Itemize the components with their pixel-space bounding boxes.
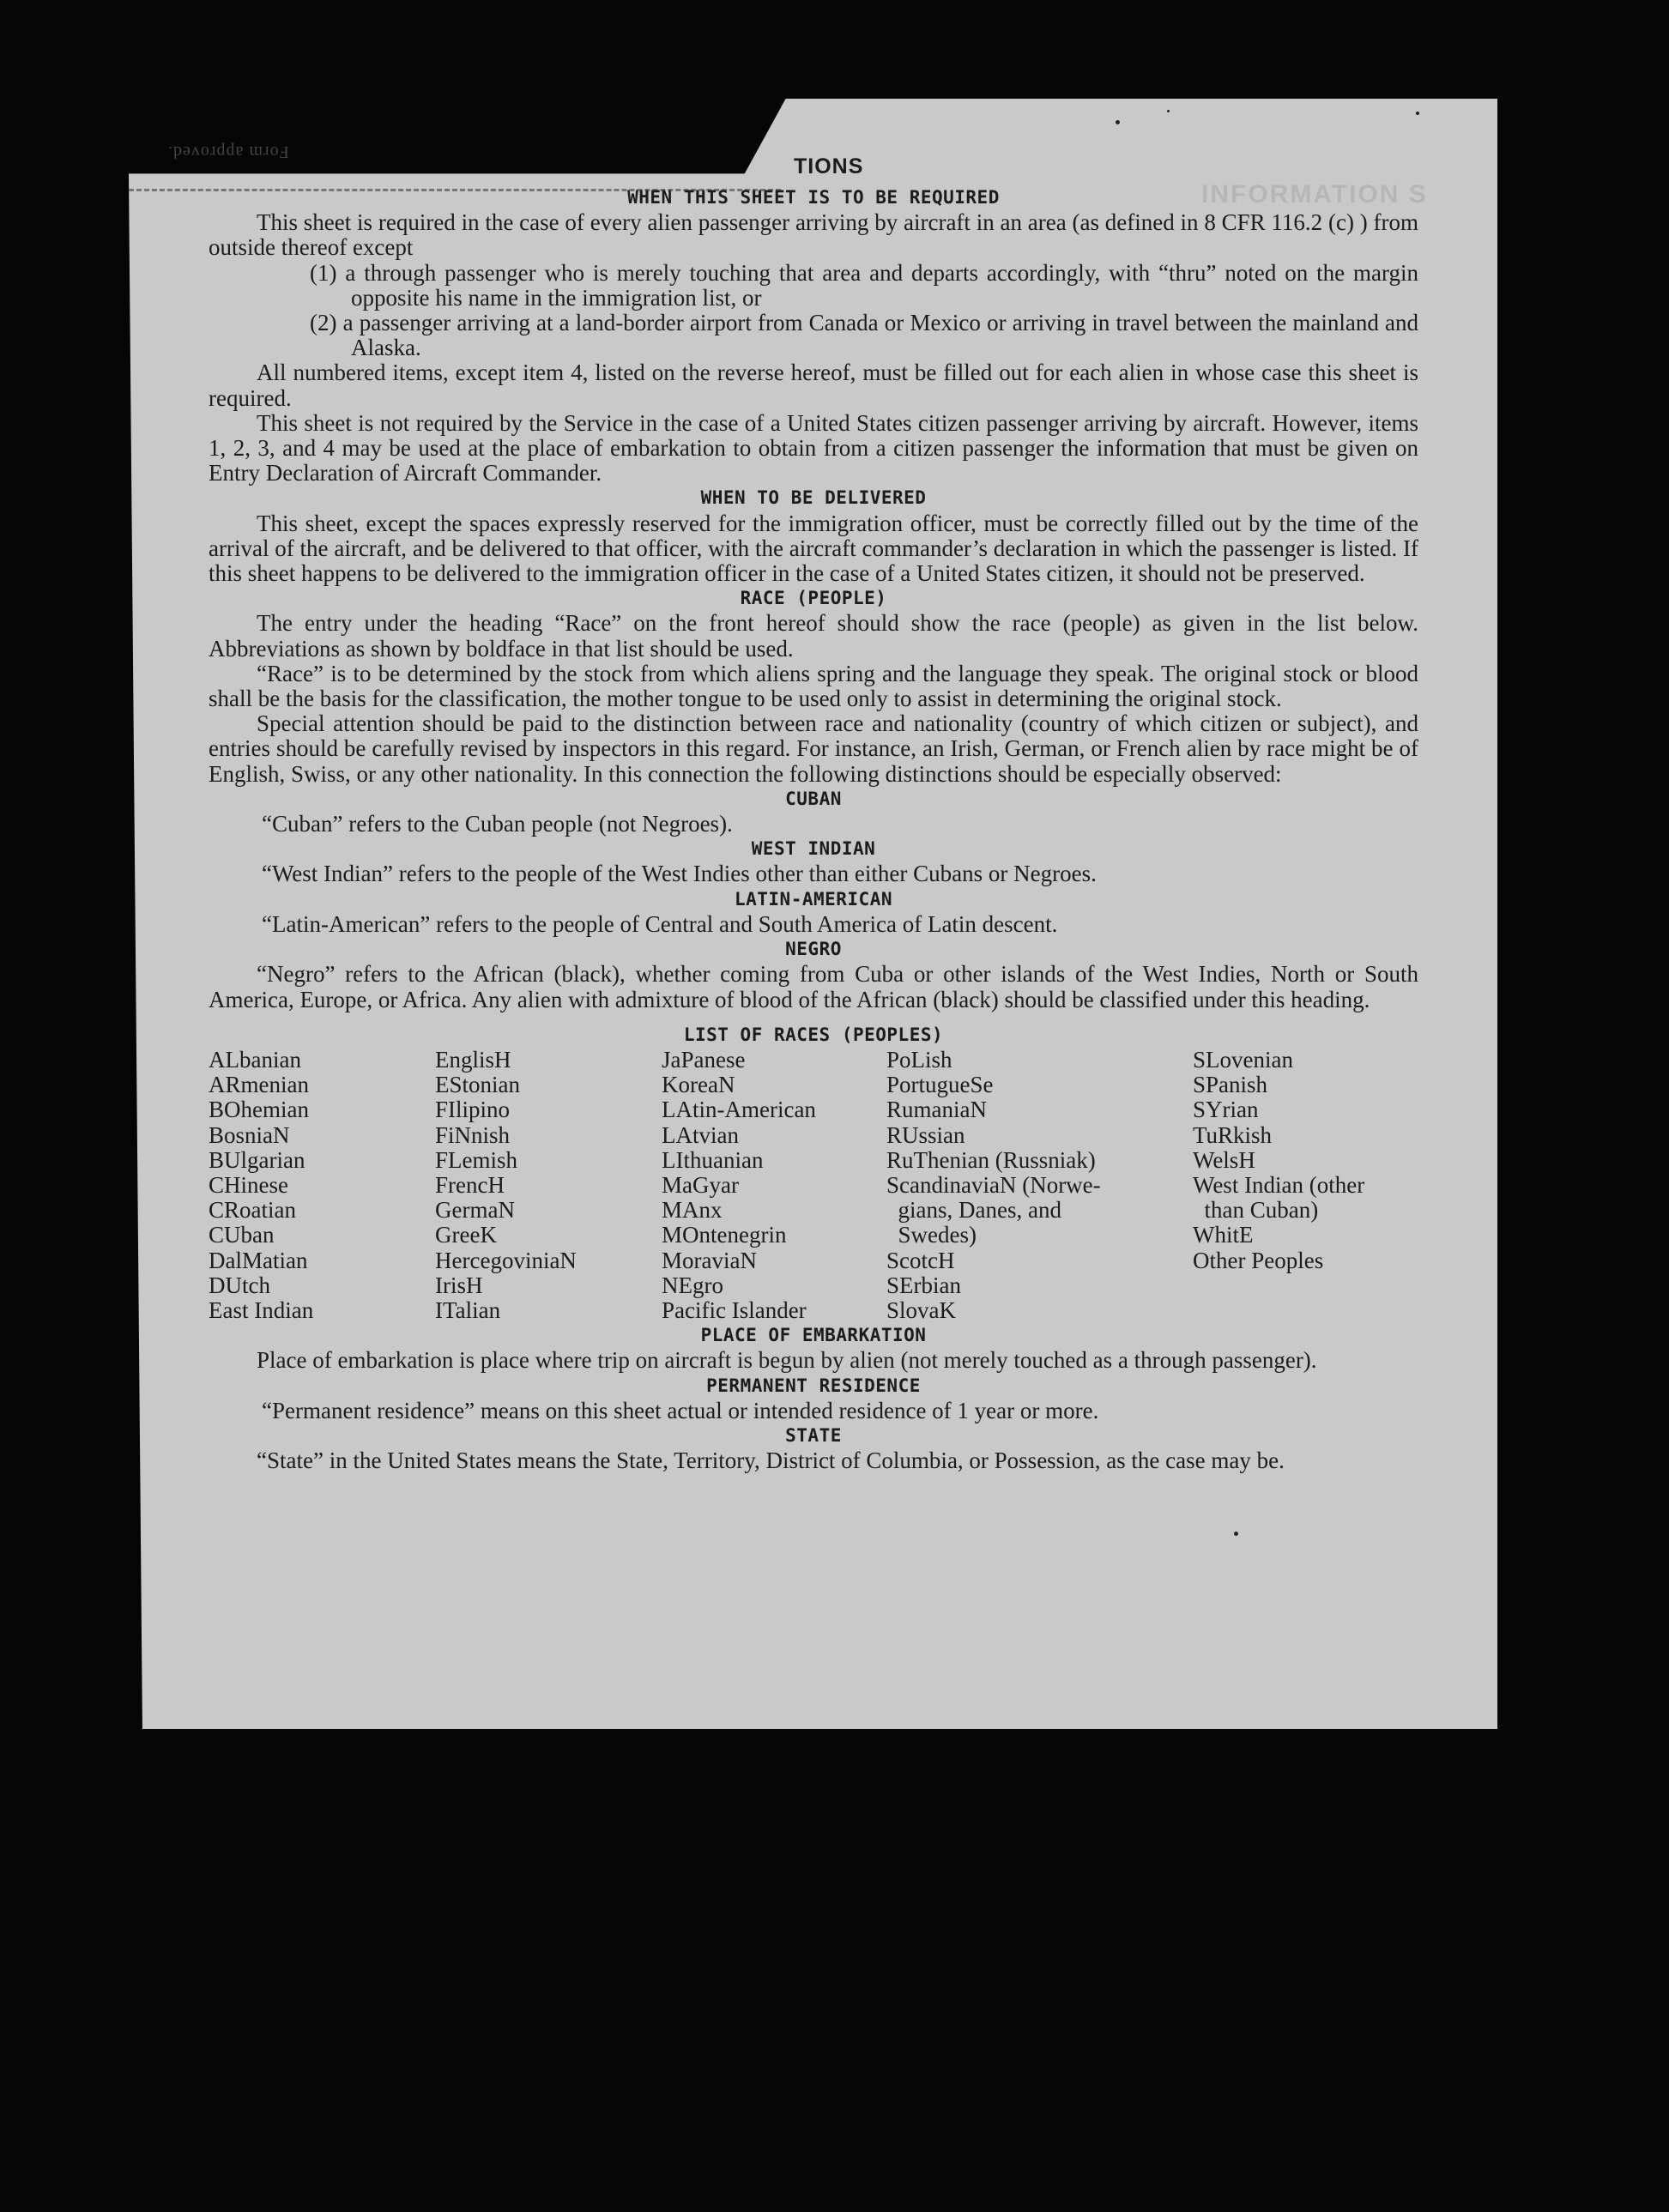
race-entry: CUban: [209, 1222, 275, 1248]
race-entry: EnglisH: [435, 1046, 511, 1073]
race-entry: CRoatian: [209, 1197, 296, 1224]
race-entry: ARmenian: [209, 1072, 309, 1098]
race-entry: EStonian: [435, 1072, 520, 1098]
paragraph: “State” in the United States means the State, Territory, District of Columbia, or Possession, as the case may be.: [257, 1447, 1285, 1474]
race-entry: Other Peoples: [1193, 1247, 1324, 1273]
race-entry: SlovaK: [886, 1296, 956, 1323]
race-entry: MoraviaN: [662, 1247, 757, 1273]
race-entry: DUtch: [209, 1272, 270, 1298]
race-entry: SYrian: [1193, 1097, 1259, 1123]
race-entry: SLovenian: [1193, 1046, 1293, 1073]
race-entry: LAtvian: [662, 1121, 739, 1148]
heading-cuban: CUBAN: [785, 788, 842, 809]
race-entry: West Indian (other: [1193, 1171, 1365, 1198]
heading-when-delivered: WHEN TO BE DELIVERED: [700, 487, 927, 509]
heading-state: STATE: [785, 1424, 842, 1446]
race-entry: East Indian: [209, 1296, 314, 1323]
list-item: (2) a passenger arriving at a land-border airport from Canada or Mexico or arriving in travel between the mainland and Alaska.: [310, 310, 1418, 361]
paragraph: Place of embarkation is place where trip on aircraft is begun by alien (not merely touched as a through passenger).: [257, 1347, 1317, 1374]
race-entry: JaPanese: [662, 1046, 746, 1073]
race-entry: than Cuban): [1193, 1197, 1319, 1224]
definition: “Negro” refers to the African (black), whether coming from Cuba or other islands of the West Indies, North or South America, Europe, or Africa. Any alien with admixture of blood of the African (black) should be classified under this heading.: [209, 961, 1418, 1012]
dust-speck: [1234, 1532, 1238, 1536]
paragraph: This sheet is required in the case of every alien passenger arriving by aircraft in an area (as defined in 8 CFR 116.2 (c) ) from outside thereof except: [209, 209, 1418, 261]
paragraph: The entry under the heading “Race” on the front hereof should show the race (people) as given in the list below. Abbreviations as shown by boldface in that list should be used.: [209, 610, 1418, 662]
heading-embarkation: PLACE OF EMBARKATION: [700, 1325, 927, 1346]
race-entry: MOntenegrin: [662, 1222, 787, 1248]
race-entry: LIthuanian: [662, 1146, 764, 1173]
race-entry: PoLish: [886, 1046, 952, 1073]
races-column: [209, 1048, 435, 1323]
race-entry: ScotcH: [886, 1247, 955, 1273]
races-column: [1193, 1048, 1418, 1323]
race-entry: FLemish: [435, 1146, 518, 1173]
definition: “Latin-American” refers to the people of Central and South America of Latin descent.: [262, 910, 1058, 937]
document-body: [209, 185, 1418, 1473]
race-entry: TuRkish: [1193, 1121, 1273, 1148]
definition: “West Indian” refers to the people of the West Indies other than either Cubans or Negroes.: [262, 861, 1097, 887]
dust-speck: [1116, 120, 1120, 124]
race-entry: PortugueSe: [886, 1072, 994, 1098]
race-entry: GermaN: [435, 1197, 515, 1224]
race-entry: RUssian: [886, 1121, 965, 1148]
race-entry: SErbian: [886, 1272, 961, 1298]
page-title-fragment: TIONS: [794, 154, 864, 178]
race-entry: FIlipino: [435, 1097, 511, 1123]
race-entry: FiNnish: [435, 1121, 511, 1148]
heading-permanent-residence: PERMANENT RESIDENCE: [706, 1375, 921, 1396]
race-entry: WhitE: [1193, 1222, 1254, 1248]
race-entry: DalMatian: [209, 1247, 308, 1273]
race-entry: RuThenian (Russniak): [886, 1146, 1096, 1173]
dust-speck: [1167, 110, 1170, 112]
race-entry: ALbanian: [209, 1046, 301, 1073]
paragraph: “Permanent residence” means on this sheet actual or intended residence of 1 year or more.: [262, 1397, 1099, 1423]
races-column: [662, 1048, 886, 1323]
races-column: [886, 1048, 1193, 1323]
race-entry: HercegoviniaN: [435, 1247, 577, 1273]
heading-west-indian: WEST INDIAN: [751, 838, 876, 860]
race-entry: BUlgarian: [209, 1146, 305, 1173]
race-entry: ScandinaviaN (Norwe-: [886, 1171, 1101, 1198]
paragraph: Special attention should be paid to the distinction between race and nationality (country of which citizen or subject), and entries should be carefully revised by inspectors in this regard. For instance, an Irish, German, or French alien by race might be of English, Swiss, or any other nationality. In this connection the following distinctions should be especially observed:: [209, 710, 1418, 787]
races-column: [435, 1048, 662, 1323]
paragraph: All numbered items, except item 4, listed on the reverse hereof, must be filled out for each alien in whose case this sheet is required.: [209, 360, 1418, 411]
paragraph: This sheet is not required by the Service in the case of a United States citizen passenger arriving by aircraft. However, items 1, 2, 3, and 4 may be used at the place of embarkation to obtain from a citizen passenger the information that must be given on Entry Declaration of Aircraft Commander.: [209, 409, 1418, 487]
form-approved-stamp: Form approved.: [167, 142, 289, 161]
race-entry: Swedes): [886, 1222, 977, 1248]
race-entry: MaGyar: [662, 1171, 739, 1198]
bleed-through-text: INFORMATION S: [1201, 180, 1428, 209]
dust-speck: [1416, 112, 1419, 115]
race-entry: Pacific Islander: [662, 1296, 807, 1323]
races-list: [209, 1048, 1418, 1323]
race-entry: GreeK: [435, 1222, 497, 1248]
paragraph: “Race” is to be determined by the stock from which aliens spring and the language they speak. The original stock or blood shall be the basis for the classification, the mother tongue to be used only to assist in determining the original stock.: [209, 660, 1418, 712]
race-entry: IrisH: [435, 1272, 483, 1298]
race-entry: ITalian: [435, 1296, 501, 1323]
race-entry: BosniaN: [209, 1121, 290, 1148]
race-entry: WelsH: [1193, 1146, 1255, 1173]
race-entry: FrencH: [435, 1171, 505, 1198]
race-entry: CHinese: [209, 1171, 288, 1198]
race-entry: MAnx: [662, 1197, 723, 1224]
race-entry: NEgro: [662, 1272, 723, 1298]
list-item: (1) a through passenger who is merely touching that area and departs accordingly, with “thru” noted on the margin opposite his name in the immigration list, or: [310, 259, 1418, 311]
race-entry: gians, Danes, and: [886, 1197, 1061, 1224]
definition: “Cuban” refers to the Cuban people (not Negroes).: [262, 811, 733, 837]
heading-list-of-races: LIST OF RACES (PEOPLES): [683, 1024, 944, 1045]
heading-negro: NEGRO: [785, 939, 842, 960]
heading-when-required: WHEN THIS SHEET IS TO BE REQUIRED: [627, 187, 1000, 208]
race-entry: KoreaN: [662, 1072, 735, 1098]
heading-race: RACE (PEOPLE): [740, 588, 887, 609]
race-entry: LAtin-American: [662, 1097, 816, 1123]
race-entry: SPanish: [1193, 1072, 1268, 1098]
race-entry: RumaniaN: [886, 1097, 987, 1123]
heading-latin-american: LATIN-AMERICAN: [734, 888, 892, 910]
race-entry: BOhemian: [209, 1097, 309, 1123]
paragraph: This sheet, except the spaces expressly reserved for the immigration officer, must be correctly filled out by the time of the arrival of the aircraft, and be delivered to that officer, with the aircraft commander’s declaration in which the passenger is listed. If this sheet happens to be delivered to the immigration officer in the case of a United States citizen, it should not be preserved.: [209, 510, 1418, 587]
